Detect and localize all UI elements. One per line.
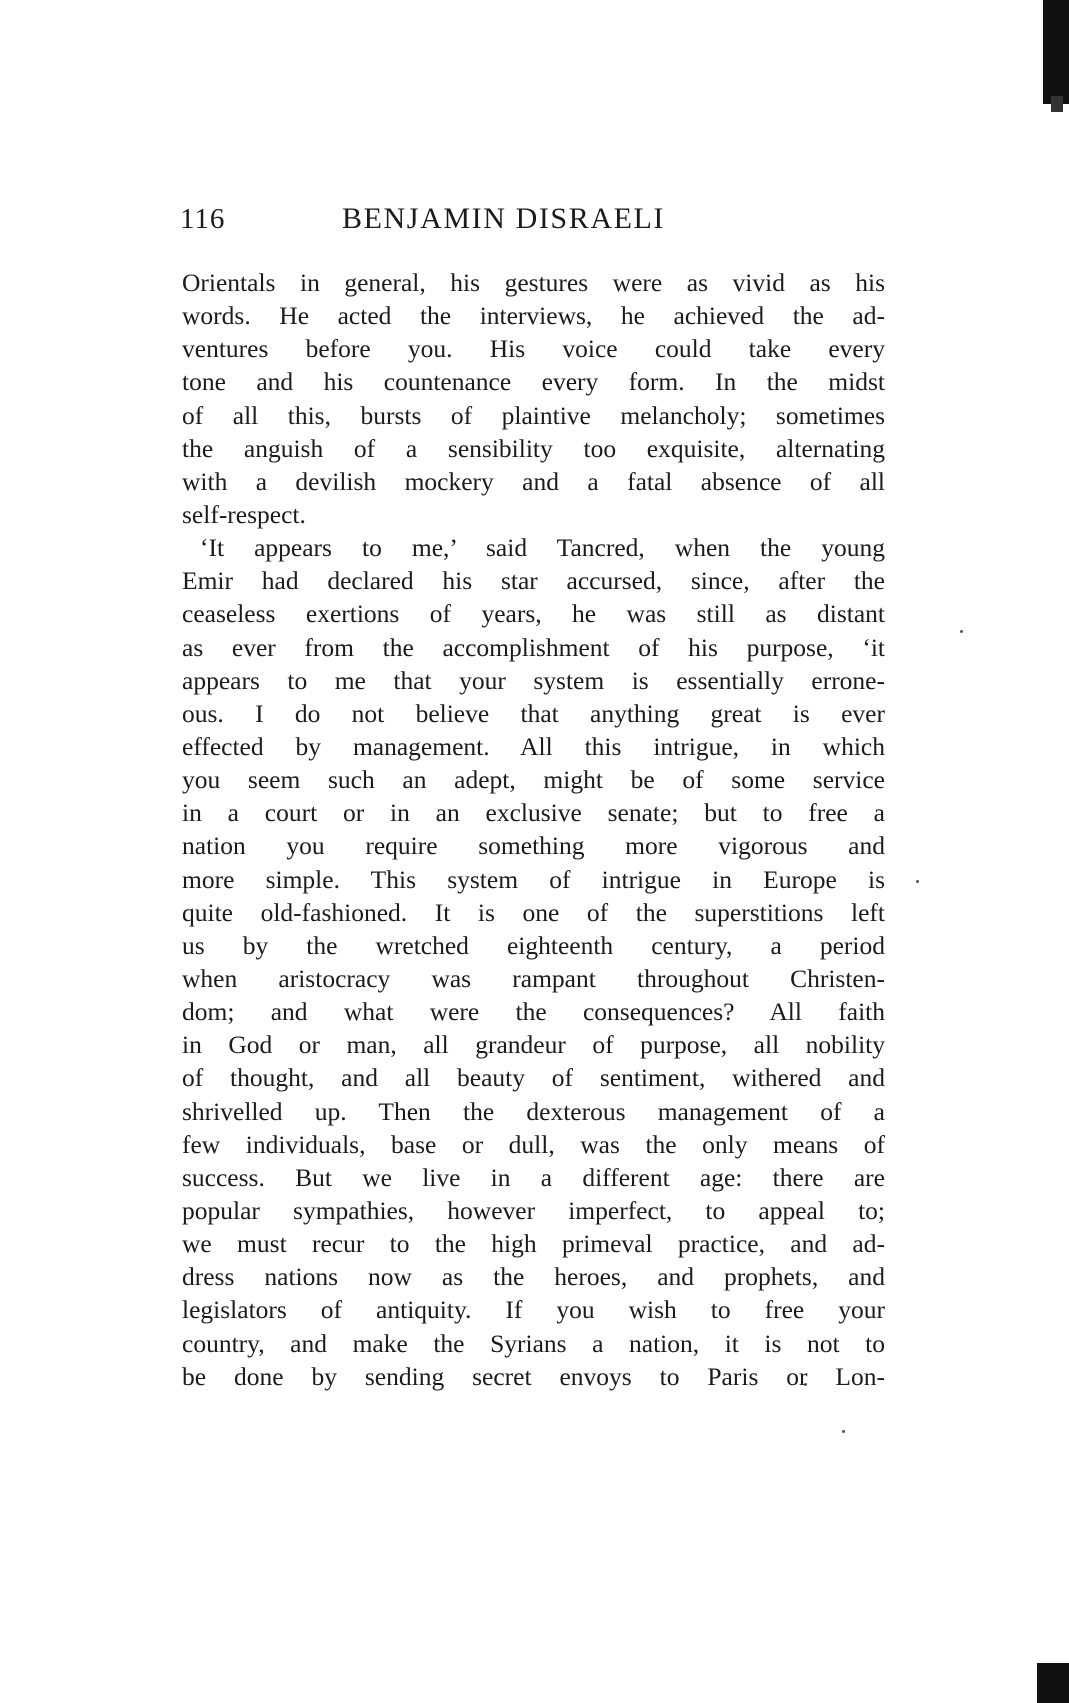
text-line: you seem such an adept, might be of some service xyxy=(182,765,885,795)
text-line: quite old-fashioned. It is one of the superstitions left xyxy=(182,897,885,927)
text-line: ‘It appears to me,’ said Tancred, when the young xyxy=(200,533,885,563)
scan-speck xyxy=(842,1430,845,1433)
scan-speck xyxy=(960,630,963,633)
text-line: us by the wretched eighteenth century, a period xyxy=(182,930,885,960)
text-line: in God or man, all grandeur of purpose, all nobility xyxy=(182,1030,885,1060)
text-line: with a devilish mockery and a fatal absence of all xyxy=(182,466,885,496)
text-line: ventures before you. His voice could take every xyxy=(182,334,885,364)
text-line: we must recur to the high primeval practice, and ad- xyxy=(182,1229,885,1259)
text-line: legislators of antiquity. If you wish to free your xyxy=(182,1295,885,1325)
text-line: the anguish of a sensibility too exquisite, alternating xyxy=(182,433,885,463)
scan-edge-mark-bottom xyxy=(1037,1663,1069,1703)
text-line: country, and make the Syrians a nation, it is not to xyxy=(182,1328,885,1358)
text-line: appears to me that your system is essentially errone- xyxy=(182,665,885,695)
text-line: as ever from the accomplishment of his purpose, ‘it xyxy=(182,632,885,662)
text-line: ceaseless exertions of years, he was still as distant xyxy=(182,599,885,629)
text-line: Orientals in general, his gestures were as vivid as his xyxy=(182,268,885,297)
text-line: dom; and what were the consequences? All faith xyxy=(182,997,885,1027)
body-text xyxy=(182,266,885,1393)
text-line: words. He acted the interviews, he achieved the ad- xyxy=(182,301,885,331)
text-line: self-respect. xyxy=(182,499,306,529)
text-line: tone and his countenance every form. In the midst xyxy=(182,367,885,397)
running-title: BENJAMIN DISRAELI xyxy=(342,202,666,235)
text-line: ous. I do not believe that anything great is ever xyxy=(182,698,885,728)
text-line: effected by management. All this intrigue, in which xyxy=(182,731,885,761)
scan-speck xyxy=(916,880,919,883)
text-line: Emir had declared his star accursed, since, after the xyxy=(182,566,885,596)
text-line: success. But we live in a different age: there are xyxy=(182,1162,885,1192)
text-line: in a court or in an exclusive senate; but to free a xyxy=(182,798,885,828)
text-line: shrivelled up. Then the dexterous management of a xyxy=(182,1096,885,1126)
text-line: more simple. This system of intrigue in Europe is xyxy=(182,864,885,894)
scan-edge-mark-top xyxy=(1043,0,1069,104)
text-line: be done by sending secret envoys to Paris or Lon- xyxy=(182,1361,885,1391)
text-line: dress nations now as the heroes, and prophets, and xyxy=(182,1262,885,1292)
page-number: 116 xyxy=(180,203,226,235)
text-line: of thought, and all beauty of sentiment, withered and xyxy=(182,1063,885,1093)
text-line: nation you require something more vigorous and xyxy=(182,831,885,861)
text-line: popular sympathies, however imperfect, to appeal to; xyxy=(182,1195,885,1225)
text-line: when aristocracy was rampant throughout Christen- xyxy=(182,963,885,993)
page-header xyxy=(180,197,730,241)
text-line: of all this, bursts of plaintive melancholy; sometimes xyxy=(182,400,885,430)
text-line: few individuals, base or dull, was the only means of xyxy=(182,1129,885,1159)
scan-edge-mark-top-tail xyxy=(1051,96,1063,112)
